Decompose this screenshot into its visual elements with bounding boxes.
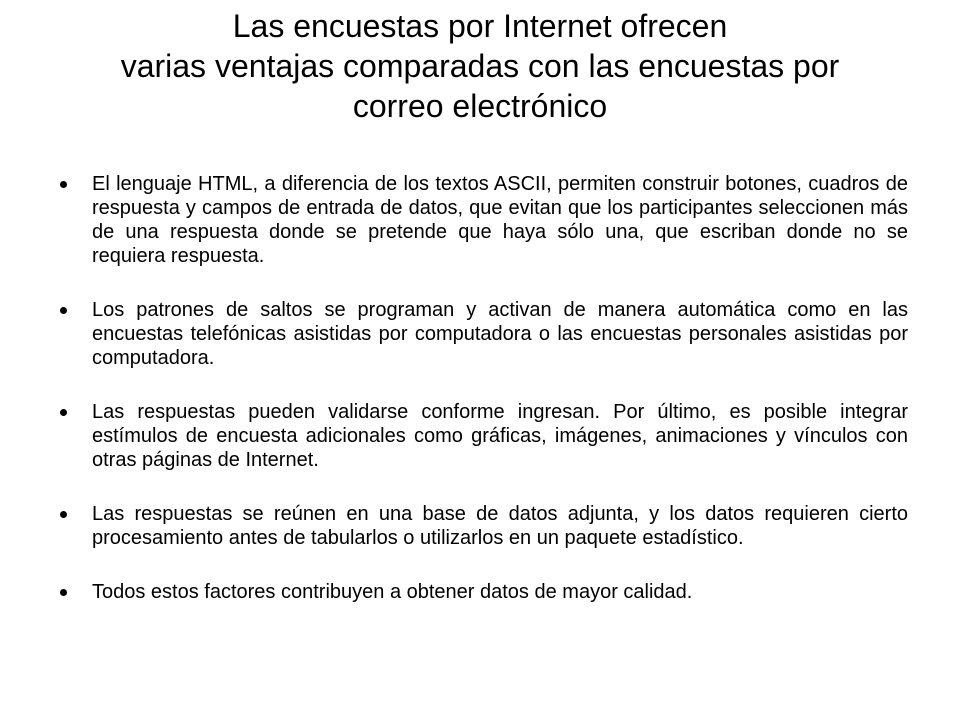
- bullet-item: [60, 172, 908, 268]
- bullet-item: [60, 298, 908, 370]
- bullet-text: Todos estos factores contribuyen a obtener datos de mayor calidad.: [92, 581, 693, 603]
- bullet-dot-icon: [60, 181, 67, 188]
- bullet-dot-icon: [60, 589, 67, 596]
- bullet-list: [60, 172, 908, 604]
- title-line-2: varias ventajas comparadas con las encuestas por: [120, 48, 840, 84]
- bullet-item: [60, 400, 908, 472]
- title-line-3: correo electrónico: [352, 88, 608, 124]
- bullet-item: [60, 502, 908, 550]
- bullet-item: [60, 580, 908, 604]
- bullet-dot-icon: [60, 409, 67, 416]
- bullet-text: Las respuestas pueden validarse conforme ingresan. Por último, es posible integrar estímulos de encuesta adicionales como gráficas, imágenes, animaciones y vínculos con otras páginas de Internet.: [92, 401, 908, 471]
- title-line-1: Las encuestas por Internet ofrecen: [232, 8, 728, 44]
- bullet-text: Las respuestas se reúnen en una base de datos adjunta, y los datos requieren cierto procesamiento antes de tabularlos o utilizarlos en un paquete estadístico.: [92, 503, 908, 549]
- bullet-text: El lenguaje HTML, a diferencia de los textos ASCII, permiten construir botones, cuadros de respuesta y campos de entrada de datos, que evitan que los participantes seleccionen más de una respuesta donde se pretende que haya sólo una, que escriban donde no se requiera respuesta.: [92, 173, 908, 267]
- slide-title: [40, 6, 920, 126]
- bullet-dot-icon: [60, 307, 67, 314]
- bullet-dot-icon: [60, 511, 67, 518]
- bullet-text: Los patrones de saltos se programan y activan de manera automática como en las encuestas telefónicas asistidas por computadora o las encuestas personales asistidas por computadora.: [92, 299, 908, 369]
